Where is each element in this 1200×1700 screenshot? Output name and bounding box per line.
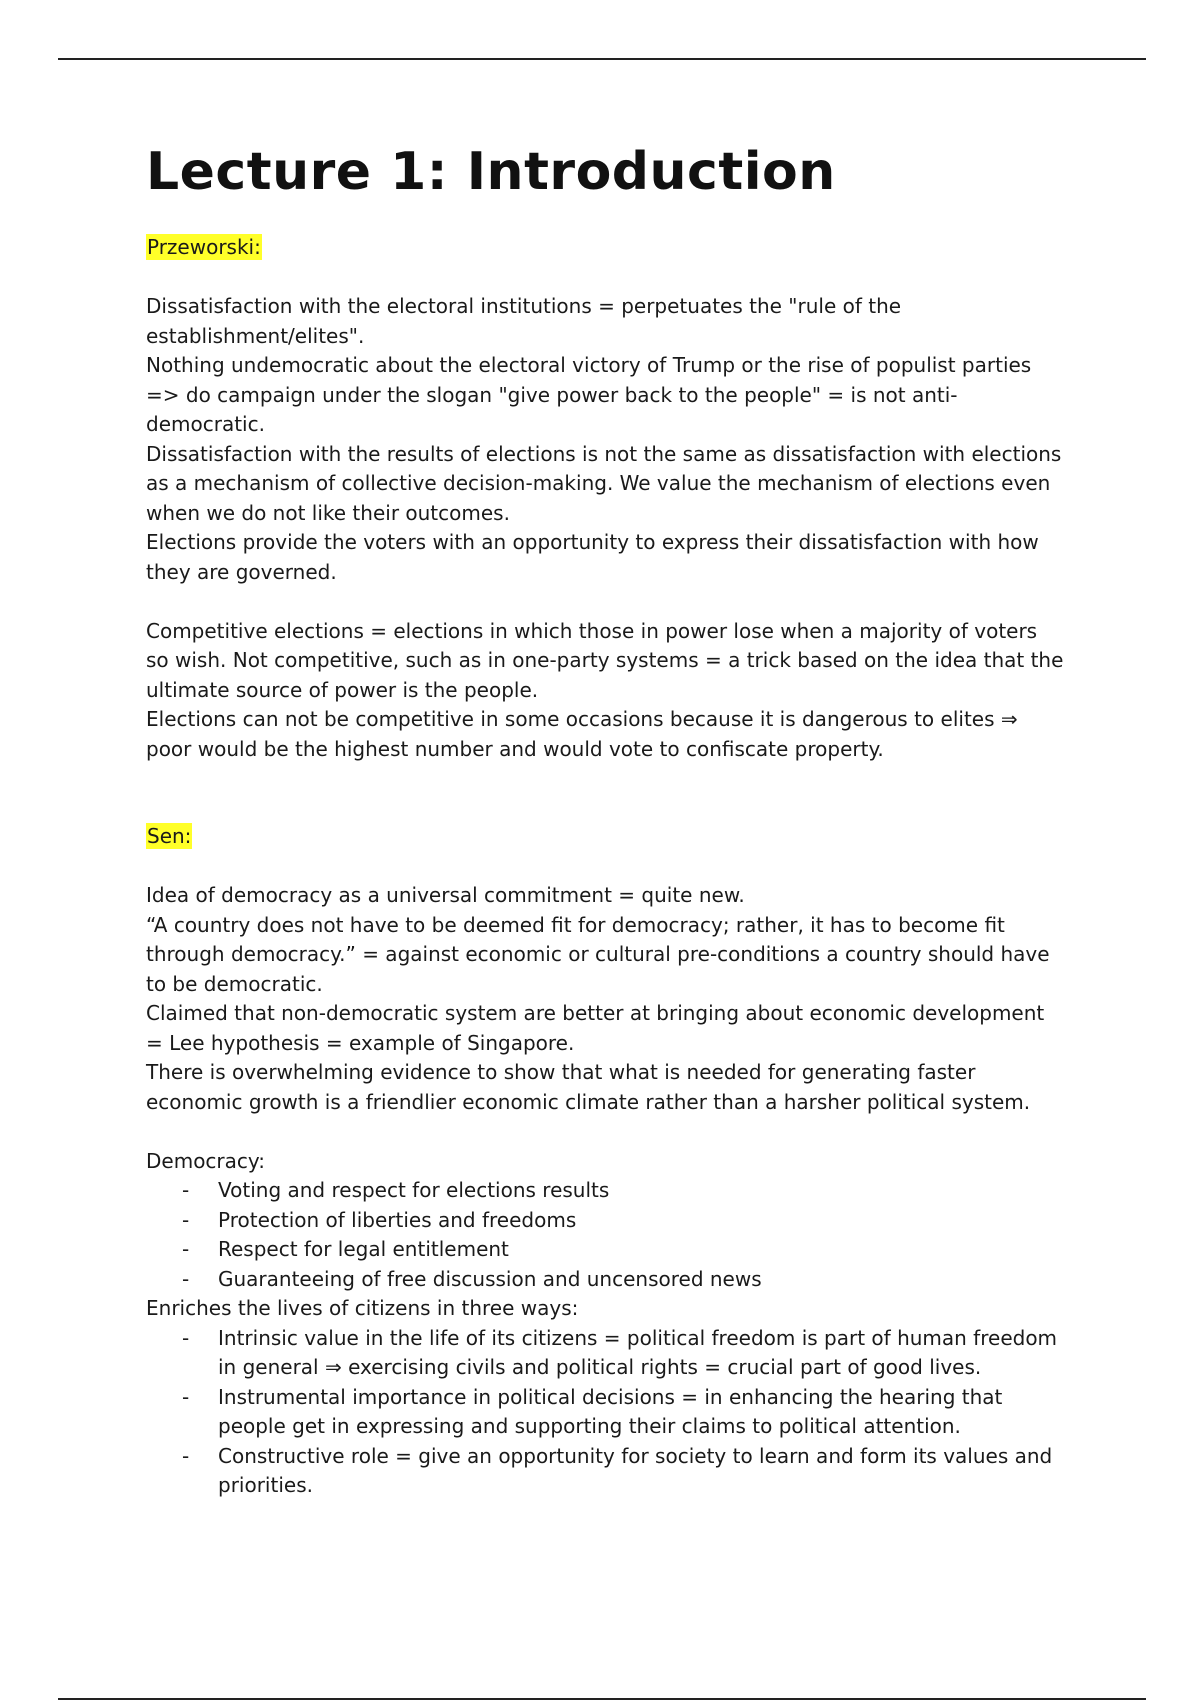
section-heading-sen: Sen: [147,824,192,848]
enriches-list [146,1324,1066,1501]
section-heading-row-przeworski [146,234,1066,264]
spacer [146,764,1066,823]
document-body [146,140,1066,1501]
list-item: - Protection of liberties and freedoms [146,1206,1066,1236]
list-item: - Constructive role = give an opportunity for society to learn and form its values and priorities. [146,1442,1066,1501]
paragraph: Dissatisfaction with the electoral institutions = perpetuates the "rule of the establishment/elites". [146,294,902,348]
section-heading-przeworski: Przeworski: [147,235,261,259]
paragraph: Elections can not be competitive in some occasions because it is dangerous to elites ⇒ poor would be the highest number and would vote to confiscate property. [146,707,1018,761]
spacer [146,853,1066,881]
list-item: - Respect for legal entitlement [146,1235,1066,1265]
list-item: - Voting and respect for elections results [146,1176,1066,1206]
header-rule [58,58,1146,60]
paragraph: “A country does not have to be deemed fit for democracy; rather, it has to become fit through democracy.” = against economic or cultural pre-conditions a country should have to be democratic. [146,912,1050,996]
list-item: - Guaranteeing of free discussion and uncensored news [146,1265,1066,1295]
paragraph: Nothing undemocratic about the electoral victory of Trump or the rise of populist parties => do campaign under the slogan "give power back to the people" = is not anti-democratic. [146,353,1032,436]
list-item: - Intrinsic value in the life of its citizens = political freedom is part of human freedom in general ⇒ exercising civils and political rights = crucial part of good lives. [146,1324,1066,1383]
list-item: - Instrumental importance in political decisions = in enhancing the hearing that people get in expressing and supporting their claims to political attention. [146,1383,1066,1442]
paragraph: Dissatisfaction with the results of elections is not the same as dissatisfaction with elections as a mechanism of collective decision-making. We value the mechanism of elections even when we do not like their outcomes. [146,441,1062,525]
spacer [146,587,1066,617]
enriches-label: Enriches the lives of citizens in three ways: [146,1296,579,1320]
paragraph: Elections provide the voters with an opportunity to express their dissatisfaction with how they are governed. [146,530,1039,584]
spacer [146,1117,1066,1147]
page-title: Lecture 1: Introduction [146,142,836,202]
paragraph: Competitive elections = elections in which those in power lose when a majority of voters so wish. Not competitive, such as in one-party systems = a trick based on the idea that the ultimate source of power is the people. [146,618,1064,702]
democracy-list [146,1176,1066,1294]
paragraph: Claimed that non-democratic system are better at bringing about economic development = Lee hypothesis = example of Singapore. [146,1001,1045,1055]
paragraph: There is overwhelming evidence to show that what is needed for generating faster economic growth is a friendlier economic climate rather than a harsher political system. [146,1060,1031,1114]
section-heading-row-sen [146,823,1066,853]
democracy-label: Democracy: [146,1148,266,1173]
paragraph: Idea of democracy as a universal commitment = quite new. [146,883,745,907]
spacer [146,264,1066,292]
